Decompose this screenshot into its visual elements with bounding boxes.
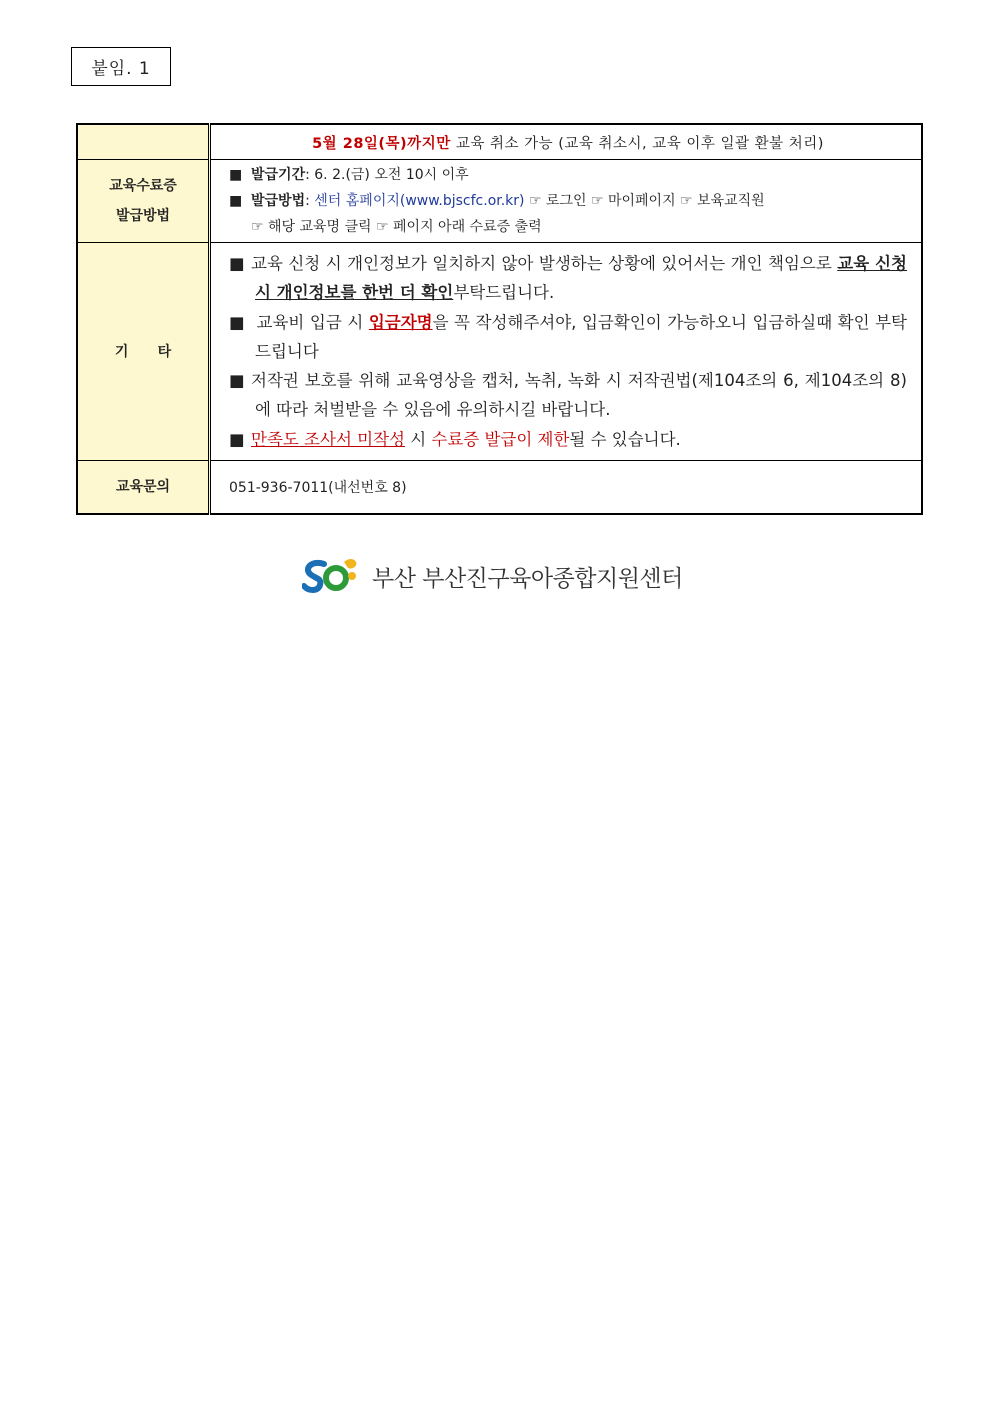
notice-item [229,425,907,454]
notice-text: 될 수 있습니다. [569,429,681,449]
certificate-label-line2: 발급방법 [115,208,171,224]
bullet-icon: ■ [229,429,245,449]
notice-item [229,308,907,367]
issue-method-colon: : [305,193,315,209]
bullet-icon: ■ [229,193,243,209]
issue-method [229,188,907,214]
bullet-icon: ■ [229,167,243,183]
inquiry-phone: 051-936-7011(내선번호 8) [210,461,923,515]
org-name [372,560,683,593]
table-row [77,160,922,243]
issue-method-steps: ☞ 로그인 ☞ 마이페이지 ☞ 보육교직원 [524,193,765,209]
notice-item [229,366,907,425]
notice-item [229,249,907,308]
cancel-notice [210,124,923,160]
issue-period-value: : 6. 2.(금) 오전 10시 이후 [305,167,469,183]
issue-method-label: 발급방법 [251,193,306,209]
issue-period-label: 발급기간 [251,167,306,183]
notice-text: 교육비 입금 시 [251,312,369,332]
bullet-icon: ■ [229,312,245,332]
cancel-notice-text: 교육 취소 가능 (교육 취소시, 교육 이후 일괄 환불 처리) [450,135,824,152]
attachment-label: 붙임. 1 [71,47,171,86]
info-table [76,123,923,515]
notice-text: 교육 신청 시 개인정보가 일치하지 않아 발생하는 상황에 있어서는 개인 책임으로 [251,253,838,273]
notice-emphasis: 교육 신청 시 개인정보를 한번 더 확인 [255,253,907,303]
notice-text: 시 [404,429,432,449]
table-row [77,461,922,515]
bullet-icon: ■ [229,253,245,273]
notice-text: 저작권 보호를 위해 교육영상을 캡처, 녹취, 녹화 시 저작권법(제104조의 6, 제104조의 8) 에 따라 처벌받을 수 있음에 유의하시길 바랍니다. [251,371,907,420]
etc-label: 기 타 [77,243,210,461]
center-homepage-link[interactable]: 센터 홈페이지(www.bjscfc.or.kr) [314,193,525,209]
certificate-content [210,160,923,243]
certificate-label [77,160,210,243]
bullet-icon: ■ [229,371,245,391]
notice-text: 부탁드립니다. [453,283,555,303]
org-full-name: 부산진구육아종합지원센터 [422,565,683,592]
table-row [77,243,922,461]
certificate-label-line1: 교육수료증 [109,178,177,194]
cancel-deadline: 5월 28일(목)까지만 [312,135,451,152]
certificate-limit-emphasis: 수료증 발급이 제한 [431,429,570,449]
issue-period [229,162,907,188]
center-logo-icon [302,556,366,596]
survey-emphasis: 만족도 조사서 미작성 [251,429,405,449]
notice-text: 을 꼭 작성해주셔야, 입금확인이 가능하오니 입금하실때 확인 부탁드립니다 [255,312,907,361]
depositor-name-emphasis: 입금자명 [368,312,433,332]
org-prefix: 부산 [372,565,416,592]
table-row [77,124,922,160]
etc-content [210,243,923,461]
inquiry-label: 교육문의 [77,461,210,515]
row-label-empty [77,124,210,160]
footer-org [302,556,683,596]
issue-method-steps2: ☞ 해당 교육명 클릭 ☞ 페이지 아래 수료증 출력 [251,219,542,235]
